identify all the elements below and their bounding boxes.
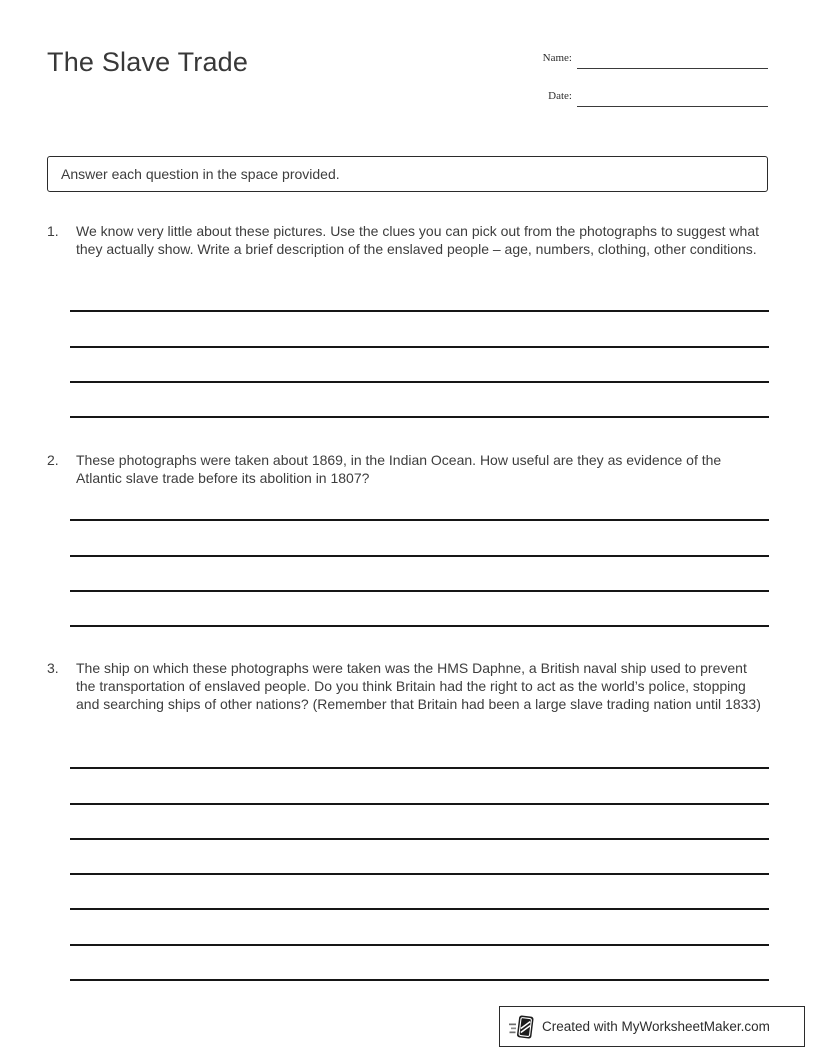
answer-line (70, 875, 769, 910)
instructions-text: Answer each question in the space provided. (61, 166, 340, 182)
question-1-text: We know very little about these pictures. Use the clues you can pick out from the photographs to suggest what they actually show. Write a brief description of the enslaved people – age, numbers, clothing, other conditions. (76, 223, 759, 258)
question-2-text: These photographs were taken about 1869, in the Indian Ocean. How useful are they as evidence of the Atlantic slave trade before its abolition in 1807? (76, 452, 722, 487)
date-label: Date: (548, 90, 572, 102)
question-2-answer-lines (70, 486, 769, 627)
answer-line (70, 557, 769, 592)
question-3-answer-lines (70, 734, 769, 981)
answer-line (70, 312, 769, 347)
answer-line (70, 734, 769, 769)
question-2 (47, 451, 768, 487)
credit-text: Created with MyWorksheetMaker.com (542, 1019, 770, 1034)
name-blank-line (577, 68, 768, 69)
question-1 (47, 222, 768, 258)
date-blank-line (577, 106, 768, 107)
question-3-text: The ship on which these photographs were taken was the HMS Daphne, a British naval ship used to prevent the transportation of enslaved people. Do you think Britain had the right to act as the world’s police, stopping and searching ships of other nations? (Remember that Britain had been a large slave trading nation until 1833) (76, 660, 761, 713)
answer-line (70, 383, 769, 418)
answer-line (70, 486, 769, 521)
answer-line (70, 348, 769, 383)
answer-line (70, 277, 769, 312)
question-1-number: 1. (47, 223, 59, 239)
answer-line (70, 805, 769, 840)
answer-line (70, 769, 769, 804)
instructions-box (47, 156, 768, 192)
answer-line (70, 592, 769, 627)
page-title: The Slave Trade (47, 47, 249, 77)
question-3 (47, 659, 768, 714)
question-2-number: 2. (47, 452, 59, 468)
answer-line (70, 521, 769, 556)
answer-line (70, 946, 769, 981)
worksheet-maker-logo-icon (509, 1013, 535, 1041)
credit-badge[interactable] (499, 1006, 805, 1047)
answer-line (70, 910, 769, 945)
question-1-answer-lines (70, 277, 769, 418)
name-label: Name: (542, 52, 572, 64)
question-3-number: 3. (47, 660, 59, 676)
answer-line (70, 840, 769, 875)
